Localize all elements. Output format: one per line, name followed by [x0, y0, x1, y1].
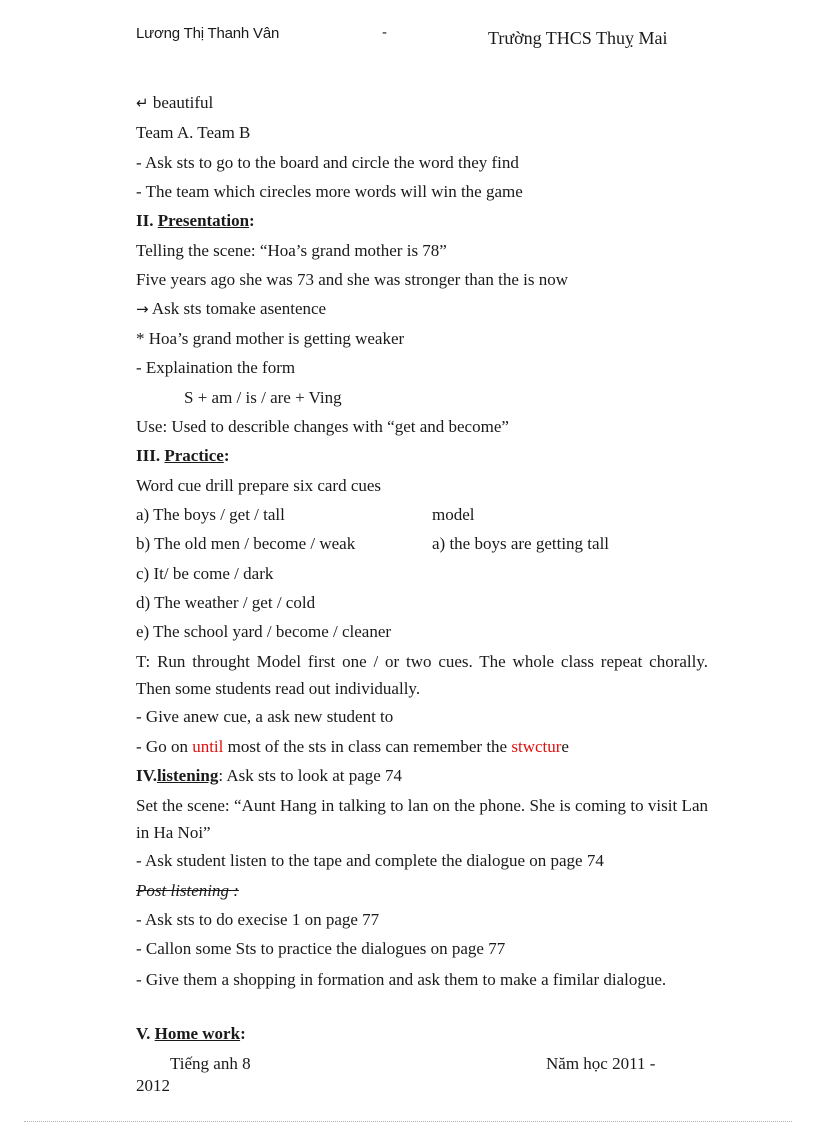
- cue-text: a) The boys / get / tall: [136, 505, 285, 524]
- line-explain: - Explaination the form: [136, 358, 296, 377]
- line-teams: Team A. Team B: [136, 123, 251, 142]
- line-example: * Hoa’s grand mother is getting weaker: [136, 329, 405, 348]
- line-text: Ask sts tomake asentence: [151, 299, 327, 318]
- section-title: Home work: [154, 1024, 241, 1043]
- section-title: Practice: [164, 446, 224, 465]
- line-ask: [136, 299, 708, 319]
- section-colon: :: [240, 1024, 246, 1043]
- line-instruction: - Ask sts to do execise 1 on page 77: [136, 910, 380, 929]
- model-label: model: [432, 505, 475, 524]
- return-arrow-icon: ↵: [136, 94, 149, 112]
- line-text: beautiful: [152, 93, 214, 112]
- paragraph-scene: Set the scene: “Aunt Hang in talking to lan on the phone. She is coming to visit Lan in Ha Noi”: [136, 796, 708, 842]
- line-instruction: [136, 737, 708, 757]
- section-number: III.: [136, 446, 165, 465]
- line-beautiful: [136, 93, 708, 113]
- section-title: listening: [156, 766, 219, 785]
- section-colon: :: [223, 446, 230, 465]
- paragraph-shopping: - Give them a shopping in formation and ask them to make a fimilar dialogue.: [136, 970, 667, 989]
- text-part: most of the sts in class can remember the: [223, 737, 512, 756]
- section-heading-practice: [136, 446, 708, 466]
- line-instruction: - Ask sts to go to the board and circle the word they find: [136, 153, 519, 172]
- cue-row: c) It/ be come / dark: [136, 564, 274, 583]
- cue-text: b) The old men / become / weak: [136, 534, 356, 553]
- cue-row: d) The weather / get / cold: [136, 593, 316, 612]
- header-school: Trường THCS Thuỵ Mai: [488, 28, 668, 48]
- line-drill: Word cue drill prepare six card cues: [136, 476, 382, 495]
- section-title: Presentation: [157, 211, 250, 230]
- cue-row: [136, 534, 708, 554]
- section-number: V.: [136, 1024, 155, 1043]
- line-instruction: - Give anew cue, a ask new student to: [136, 707, 394, 726]
- formula: S + am / is / are + Ving: [184, 388, 342, 407]
- section-colon: :: [249, 211, 255, 230]
- line-use: Use: Used to describle changes with “get and become”: [136, 417, 509, 436]
- footer-subject: Tiếng anh 8: [170, 1054, 251, 1073]
- highlight-text: stwctur: [511, 737, 562, 756]
- section-rest: : Ask sts to look at page 74: [218, 766, 403, 785]
- header-author: Lương Thị Thanh Vân: [136, 25, 280, 42]
- cue-row: [136, 505, 708, 525]
- right-arrow-icon: →: [136, 300, 149, 318]
- line-scene: Telling the scene: “Hoa’s grand mother is 78”: [136, 241, 447, 260]
- text-part: e: [561, 737, 569, 756]
- header-dash: -: [382, 24, 387, 41]
- line-text: Five years ago she was 73 and she was stronger than the is now: [136, 270, 568, 289]
- section-heading-presentation: [136, 211, 708, 231]
- text-part: - Go on: [136, 737, 193, 756]
- page-divider: [24, 1121, 792, 1122]
- section-heading-listening: [136, 766, 708, 786]
- footer-year-end: 2012: [136, 1076, 170, 1095]
- highlight-text: until: [192, 737, 224, 756]
- section-number: IV.: [136, 766, 157, 785]
- section-number: II.: [136, 211, 158, 230]
- model-answer: a) the boys are getting tall: [432, 534, 610, 553]
- paragraph-run-through: T: Run throught Model first one / or two cues. The whole class repeat chorally. Then some students read out individually.: [136, 652, 708, 698]
- line-instruction: - Callon some Sts to practice the dialogues on page 77: [136, 939, 506, 958]
- section-heading-homework: [136, 1024, 708, 1044]
- post-listening-heading: Post listening :: [136, 881, 239, 900]
- cue-row: e) The school yard / become / cleaner: [136, 622, 392, 641]
- footer-year-label: Năm học 2011 -: [546, 1054, 656, 1073]
- line-instruction: - Ask student listen to the tape and complete the dialogue on page 74: [136, 851, 604, 870]
- line-instruction: - The team which cirecles more words will win the game: [136, 182, 523, 201]
